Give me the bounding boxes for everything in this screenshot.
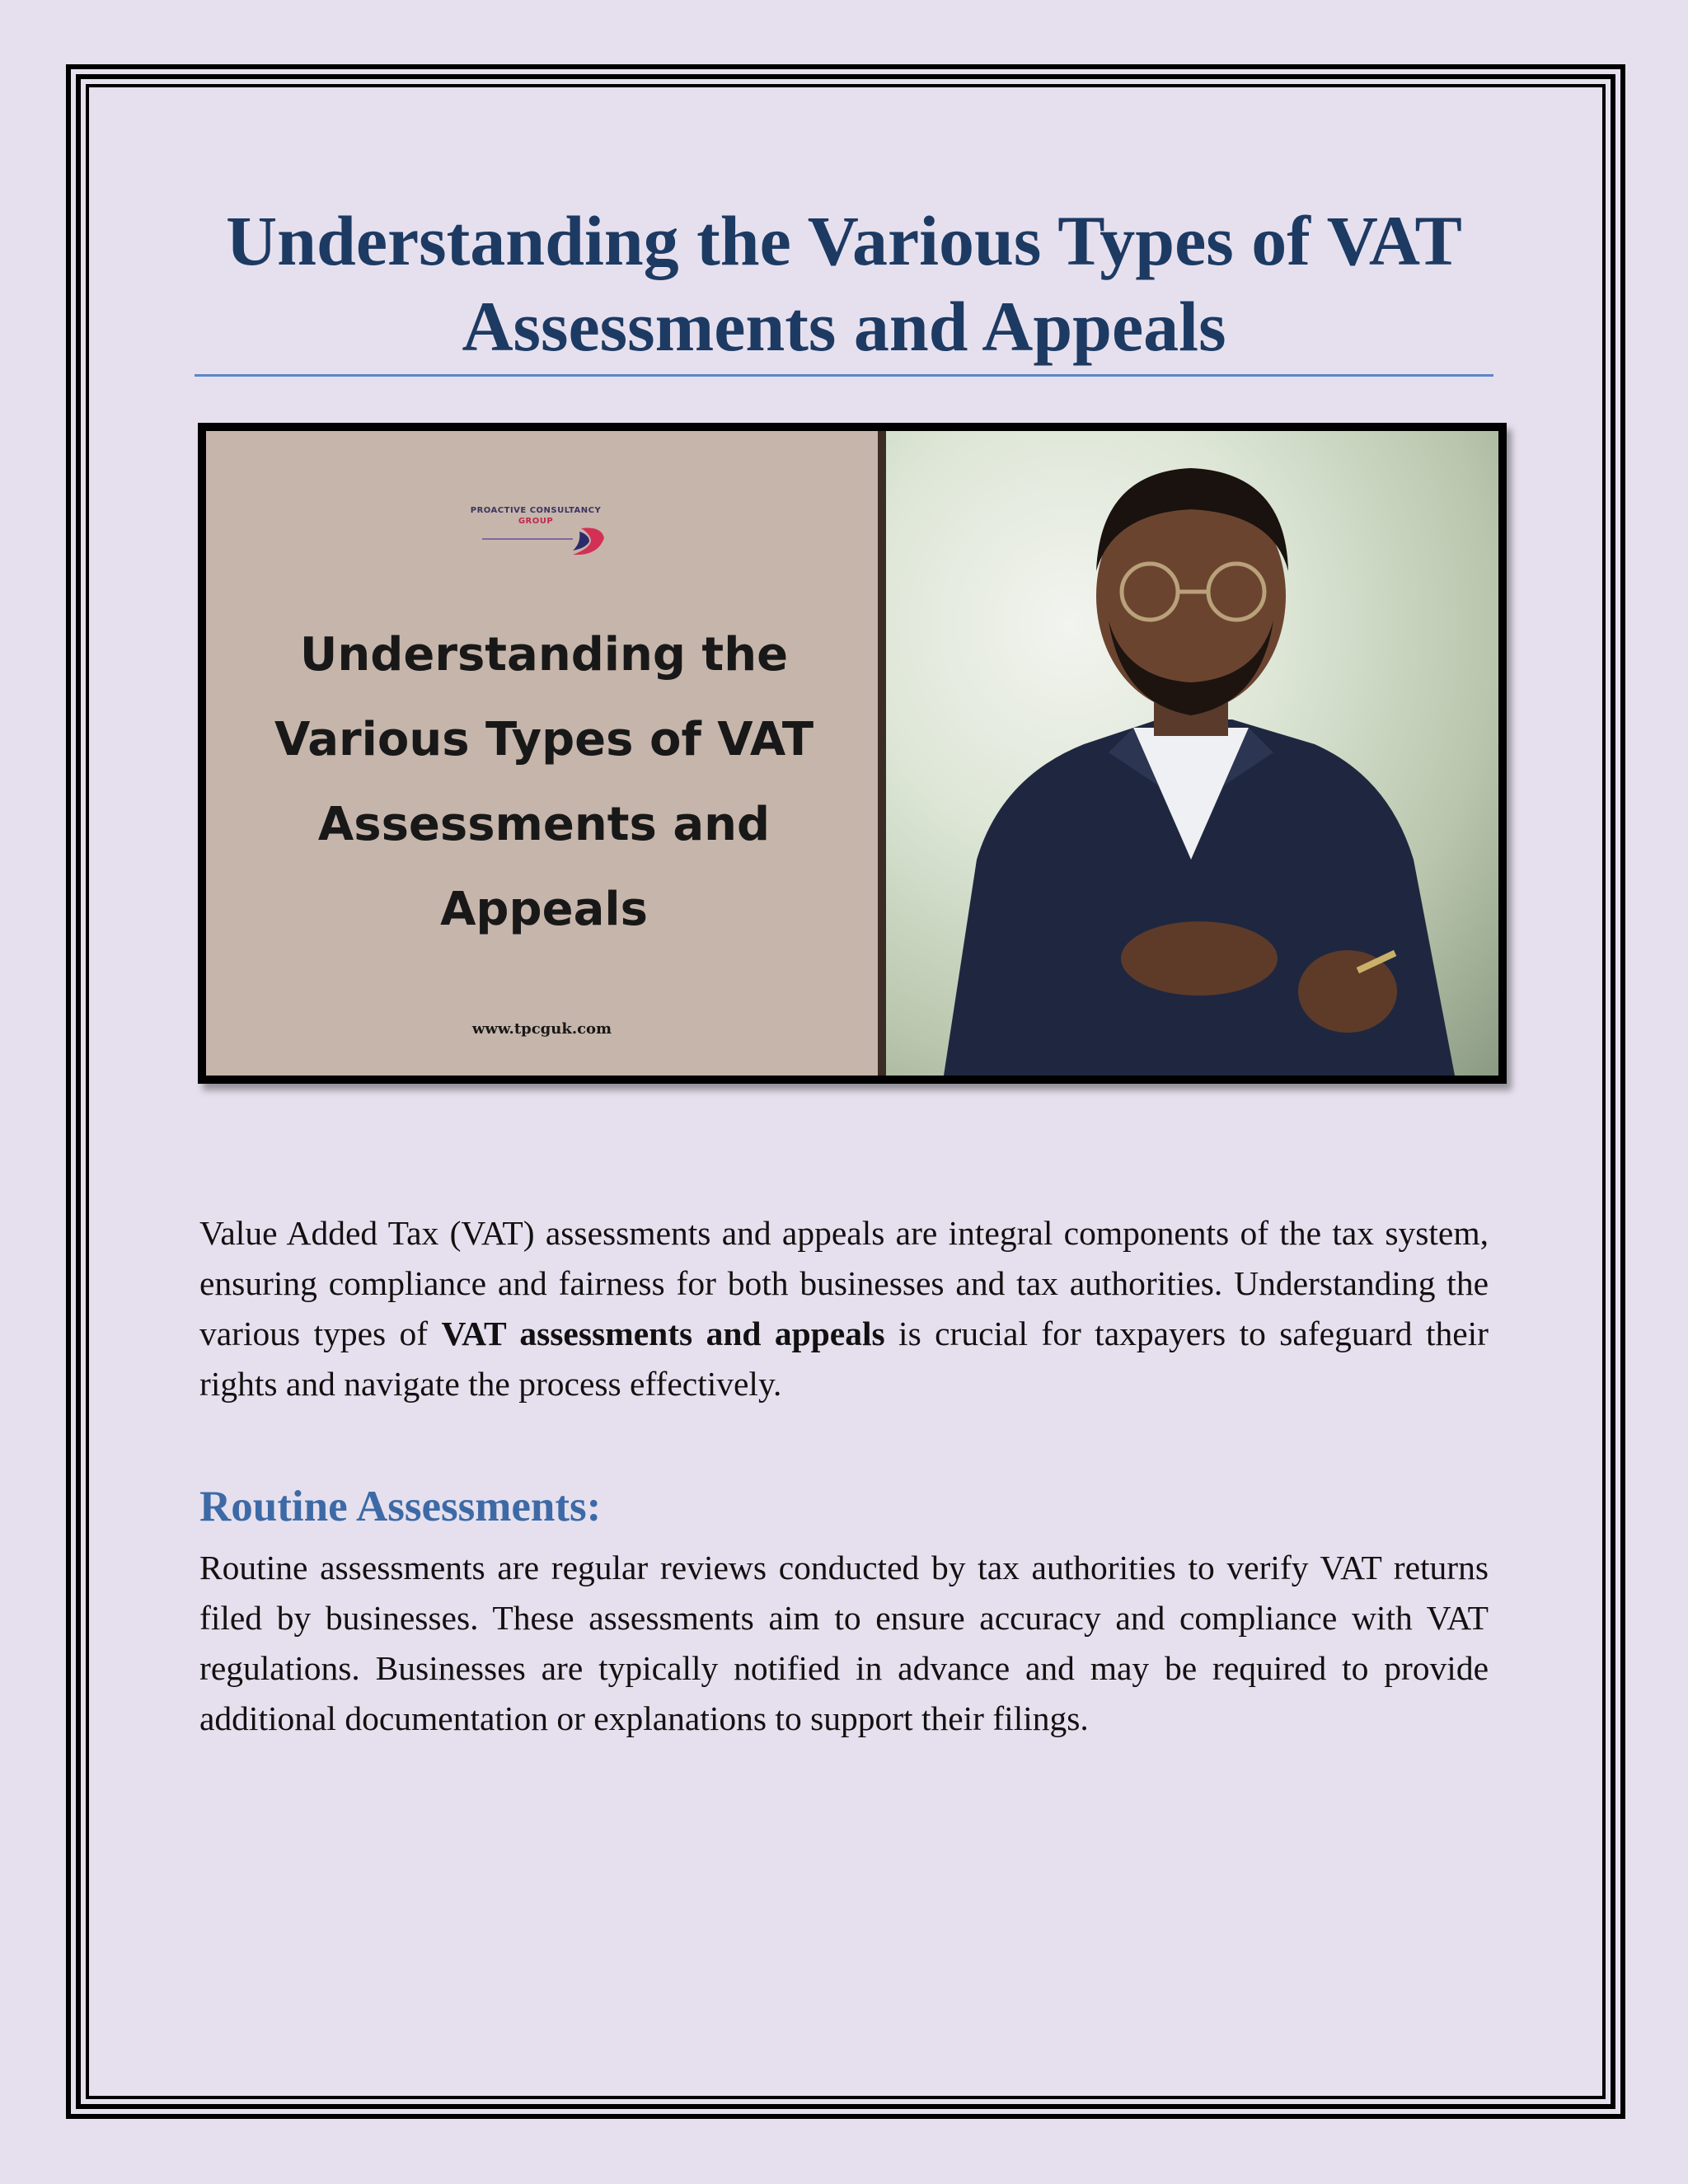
logo-line-1: PROACTIVE CONSULTANCY: [470, 506, 602, 515]
hero-heading-line: Various Types of VAT: [274, 713, 814, 766]
logo-line-2: GROUP: [518, 517, 554, 526]
businessman-illustration: [886, 431, 1498, 1076]
hero-heading-line: Understanding the: [299, 628, 789, 682]
hero-text-panel: [206, 431, 878, 1076]
hero-heading-line: Assessments and: [317, 798, 771, 851]
intro-paragraph: [199, 1208, 1489, 1409]
company-logo: [457, 505, 614, 563]
section-heading: Routine Assessments:: [199, 1483, 602, 1530]
intro-text: Value Added Tax (VAT) assessments and appeals are integral components of the tax system, ensuring compliance and fairness for both businesses and tax authorities. Understanding the various types of: [199, 1214, 1489, 1352]
logo-swoosh-icon: [457, 505, 614, 563]
hero-photo: [886, 431, 1498, 1076]
section-paragraph: Routine assessments are regular reviews conducted by tax authorities to verify VAT returns filed by businesses. These assessments aim to ensure accuracy and compliance with VAT regulations. Businesses are typically notified in advance and may be required to provide additional documentation or explanations to support their filings.: [199, 1549, 1489, 1737]
hero-heading-line: Appeals: [440, 883, 648, 936]
page-border-inner: [86, 84, 1606, 2099]
page-title: Understanding the Various Types of VAT Assessments and Appeals: [226, 201, 1462, 366]
intro-text-end: is crucial for taxpayers to safeguard their rights and navigate the process effectively.: [199, 1315, 1489, 1403]
title-underline: [195, 374, 1493, 377]
hero-image: [198, 423, 1507, 1084]
hero-url: www.tpcguk.com: [471, 1020, 612, 1038]
hero-divider: [878, 431, 886, 1076]
hero-heading: [239, 612, 849, 952]
intro-bold-keyword: VAT assessments and appeals: [441, 1315, 885, 1352]
